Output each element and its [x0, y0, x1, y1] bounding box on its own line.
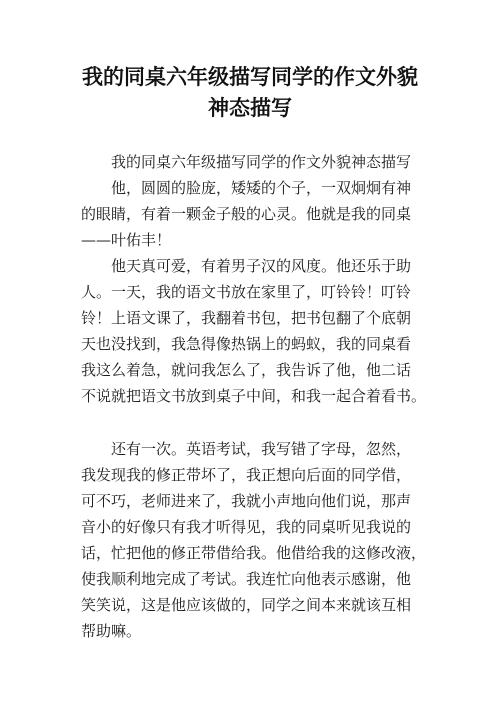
paragraph-line: 我的同桌六年级描写同学的作文外貌神态描写: [111, 153, 412, 171]
paragraph-line: 他天真可爱，有着男子汉的风度。他还乐于助: [111, 257, 412, 275]
paragraph-line: 还有一次。英语考试，我写错了字母，忽然，: [111, 440, 412, 458]
paragraph-line: 的眼睛，有着一颗金子般的心灵。他就是我的同桌: [81, 205, 412, 223]
paragraph-line: 他，圆圆的脸庞，矮矮的个子，一双炯炯有神: [111, 179, 412, 197]
essay-title-line-2: 神态描写: [208, 96, 292, 120]
paragraph-line: 帮助嘛。: [81, 622, 142, 640]
paragraph-line: 笑笑说，这是他应该做的，同学之间本来就该互相: [81, 596, 412, 614]
paragraph-line: ——叶佑丰！: [81, 231, 172, 249]
paragraph-line: 可不巧，老师进来了，我就小声地向他们说，那声: [81, 492, 412, 510]
paragraph-line: 音小的好像只有我才听得见，我的同桌听见我说的: [81, 518, 412, 536]
paragraph-line: 我这么着急，就问我怎么了，我告诉了他，他二话: [81, 361, 412, 379]
essay-title-line-1: 我的同桌六年级描写同学的作文外貌: [82, 65, 418, 89]
paragraph-line: 人。一天，我的语文书放在家里了，叮铃铃！叮铃: [81, 283, 412, 301]
paragraph-line: 话，忙把他的修正带借给我。他借给我的这修改液，: [81, 544, 427, 562]
paragraph-line: 使我顺利地完成了考试。我连忙向他表示感谢，他: [81, 570, 412, 588]
paragraph-line: 天也没找到，我急得像热锅上的蚂蚁，我的同桌看: [81, 335, 412, 353]
paragraph-line: 我发现我的修正带坏了，我正想向后面的同学借，: [81, 466, 412, 484]
paragraph-line: 不说就把语文书放到桌子中间，和我一起合着看书。: [81, 387, 427, 405]
paragraph-line: 铃！上语文课了，我翻着书包，把书包翻了个底朝: [81, 309, 412, 327]
